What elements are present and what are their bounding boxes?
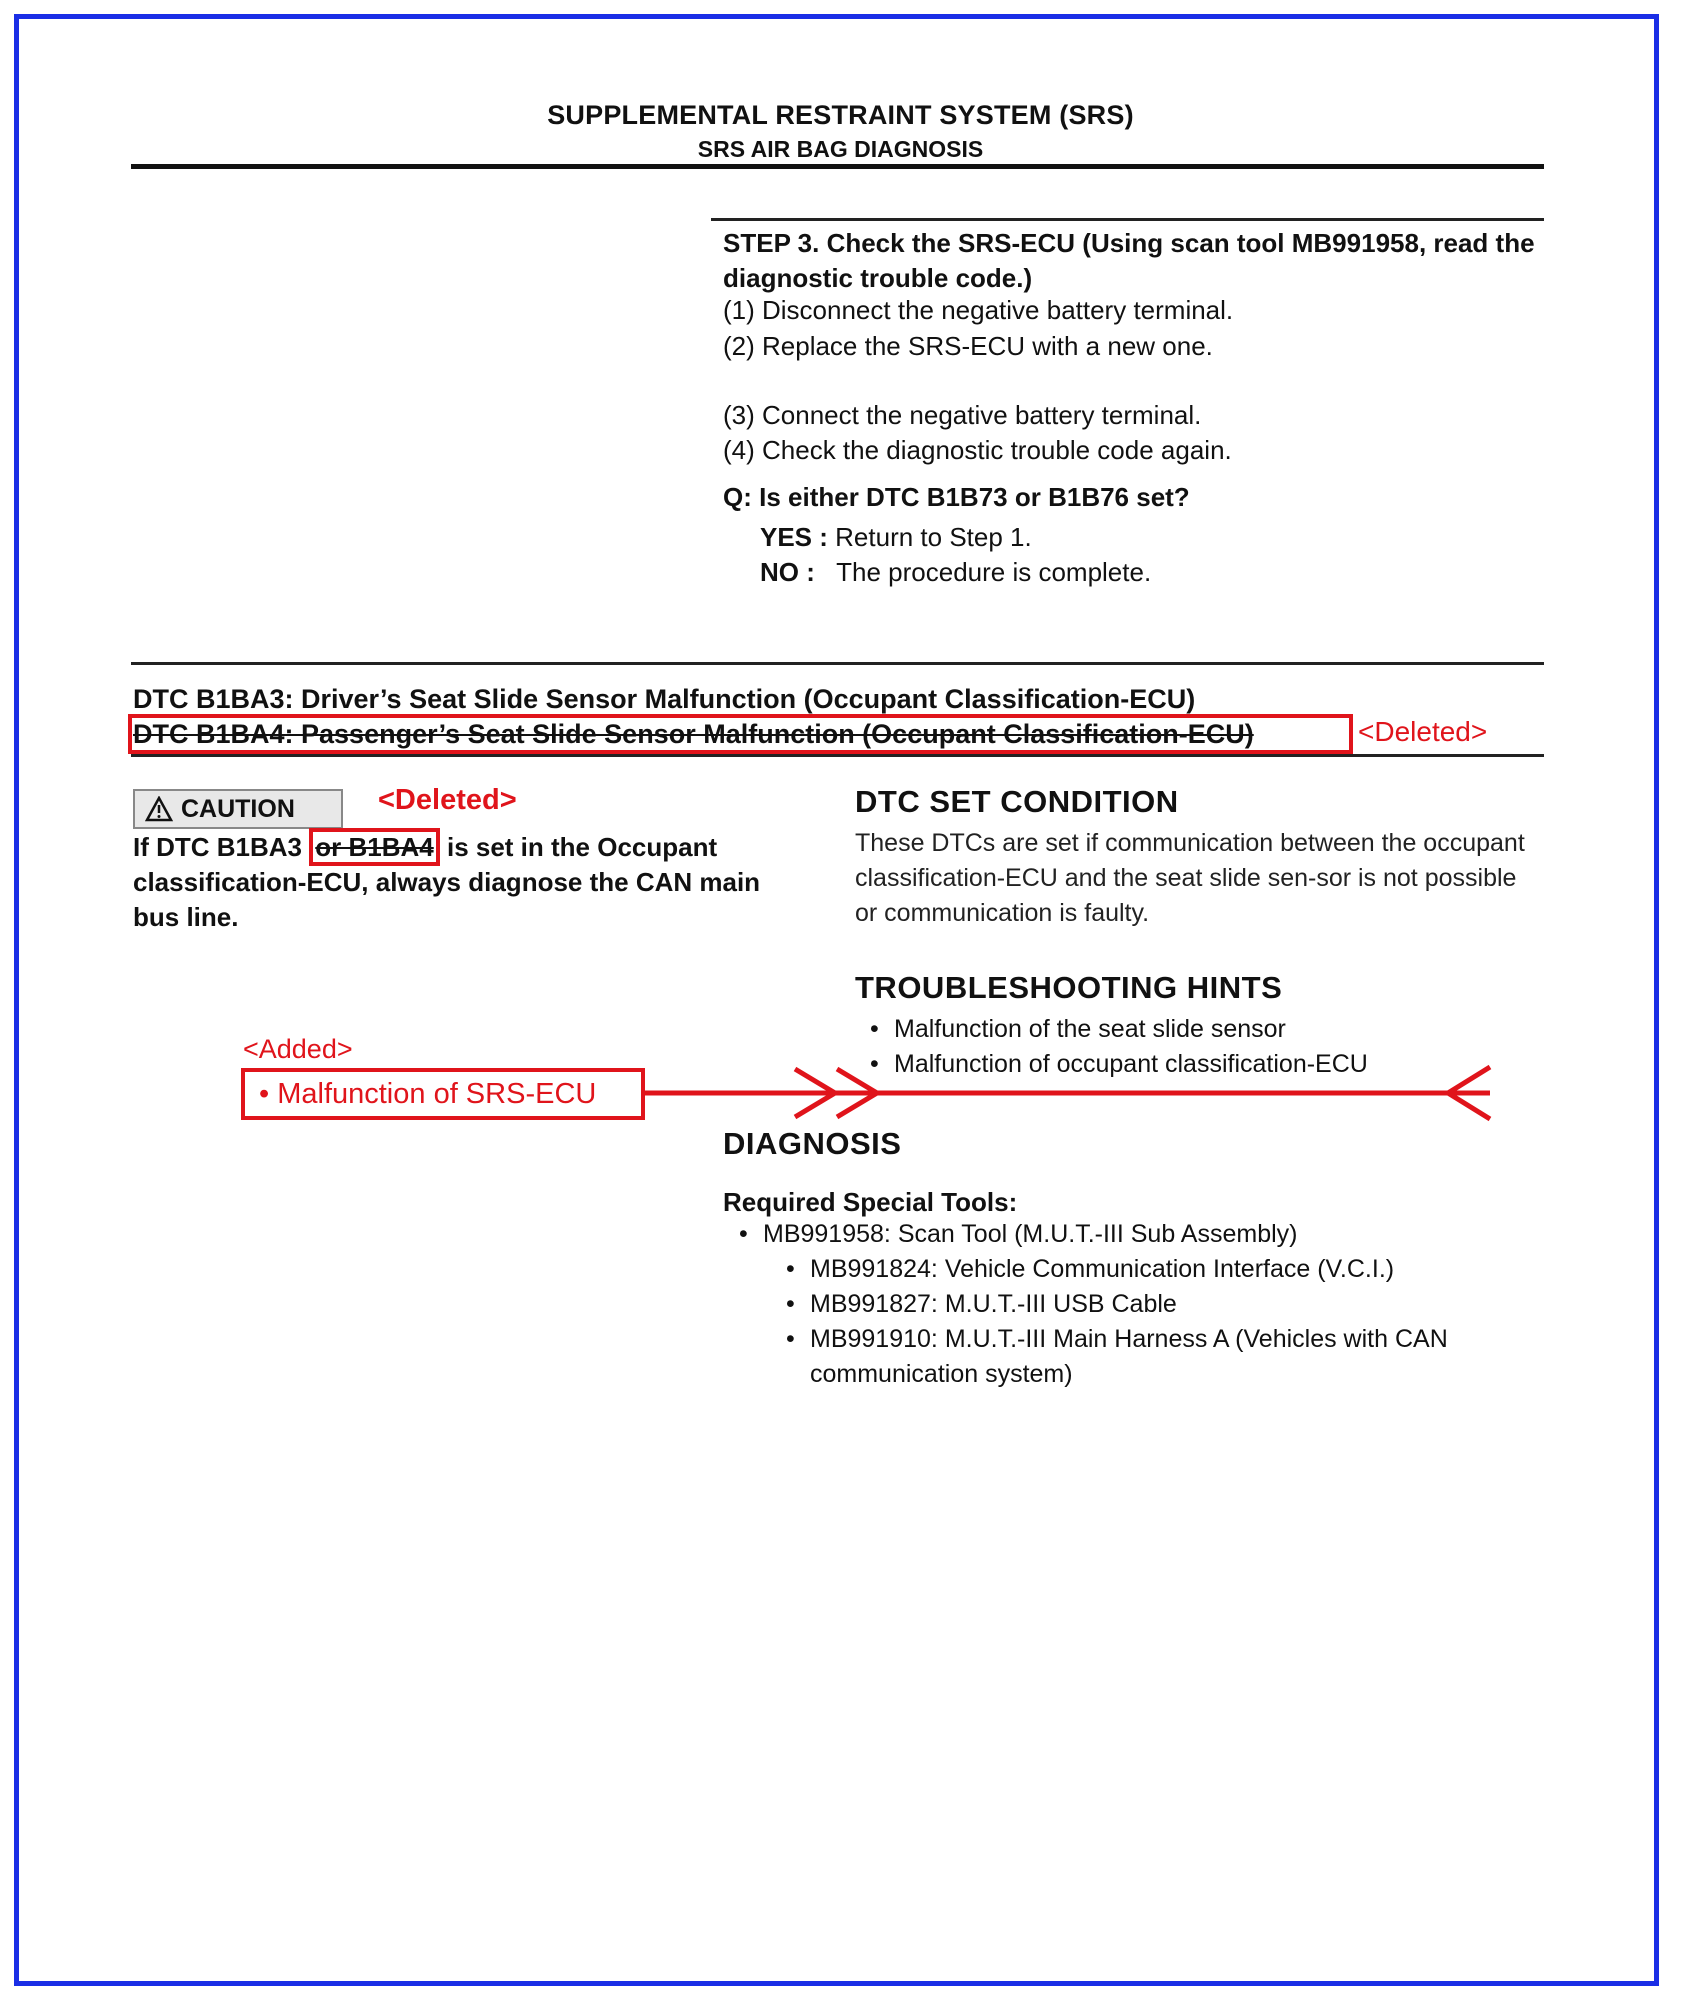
dtc-rule-bottom bbox=[131, 754, 1544, 757]
diagnosis-heading: DIAGNOSIS bbox=[723, 1126, 902, 1161]
yes-label: YES : bbox=[760, 522, 828, 552]
insertion-arrow-icon bbox=[640, 1060, 1500, 1130]
tool-subitem: • MB991824: Vehicle Communication Interface (V.C.I.) bbox=[780, 1252, 1520, 1287]
step3-item-3: (3) Connect the negative battery terminal. bbox=[723, 400, 1202, 430]
step3-no bbox=[760, 555, 1151, 589]
hint-item: • Malfunction of occupant classification-ECU bbox=[864, 1047, 1368, 1082]
caution-struck-text: or B1BA4 bbox=[309, 828, 439, 866]
hints-heading: TROUBLESHOOTING HINTS bbox=[855, 970, 1283, 1005]
tool-subitem: • MB991910: M.U.T.-III Main Harness A (Vehicles with CAN communication system) bbox=[780, 1322, 1520, 1392]
step3-item-4: (4) Check the diagnostic trouble code again. bbox=[723, 435, 1232, 465]
tool-item: • MB991958: Scan Tool (M.U.T.-III Sub Assembly) bbox=[733, 1217, 1298, 1252]
deleted-tag-caution: <Deleted> bbox=[378, 784, 517, 816]
step3-item-1: (1) Disconnect the negative battery terminal. bbox=[723, 295, 1234, 325]
added-tag: <Added> bbox=[243, 1034, 353, 1064]
step3-question: Q: Is either DTC B1B73 or B1B76 set? bbox=[723, 482, 1190, 512]
caution-text-after: is set in the Occupant classification-ECU, always diagnose the CAN main bus line. bbox=[133, 832, 761, 932]
set-condition-heading: DTC SET CONDITION bbox=[855, 784, 1179, 819]
caution-badge bbox=[133, 789, 343, 829]
dtc-b1ba4-title: DTC B1BA4: Passenger’s Seat Slide Sensor Malfunction (Occupant Classification-ECU) bbox=[133, 719, 1254, 749]
caution-label: CAUTION bbox=[181, 794, 295, 823]
warning-triangle-icon bbox=[145, 796, 173, 822]
no-label: NO : bbox=[760, 557, 815, 587]
step3-title: STEP 3. Check the SRS-ECU (Using scan tool MB991958, read the diagnostic trouble code.) bbox=[723, 228, 1535, 293]
step-rule bbox=[711, 218, 1544, 221]
page-title: SUPPLEMENTAL RESTRAINT SYSTEM (SRS) bbox=[547, 100, 1134, 130]
caution-text bbox=[133, 830, 793, 935]
caution-text-before: If DTC B1BA3 bbox=[133, 832, 303, 862]
tools-list bbox=[733, 1217, 1298, 1252]
added-item-box: • Malfunction of SRS-ECU bbox=[241, 1068, 645, 1120]
page-subtitle: SRS AIR BAG DIAGNOSIS bbox=[697, 136, 984, 162]
dtc-rule-top bbox=[131, 662, 1544, 665]
no-text: The procedure is complete. bbox=[836, 557, 1152, 587]
tool-subitem: • MB991827: M.U.T.-III USB Cable bbox=[780, 1287, 1520, 1322]
header-rule bbox=[131, 164, 1544, 169]
deleted-tag-dtc: <Deleted> bbox=[1358, 716, 1488, 747]
step3-yes bbox=[760, 520, 1032, 554]
step3-item-2: (2) Replace the SRS-ECU with a new one. bbox=[723, 331, 1213, 361]
yes-text: Return to Step 1. bbox=[835, 522, 1032, 552]
dtc-b1ba3-title: DTC B1BA3: Driver’s Seat Slide Sensor Malfunction (Occupant Classification-ECU) bbox=[133, 684, 1196, 714]
hint-item: • Malfunction of the seat slide sensor bbox=[864, 1012, 1368, 1047]
tools-title: Required Special Tools: bbox=[723, 1187, 1018, 1217]
set-condition-text: These DTCs are set if communication between the occupant classification-ECU and the seat slide sen-sor is not possible or communication is faulty. bbox=[855, 829, 1525, 927]
tools-sublist bbox=[780, 1252, 1520, 1392]
